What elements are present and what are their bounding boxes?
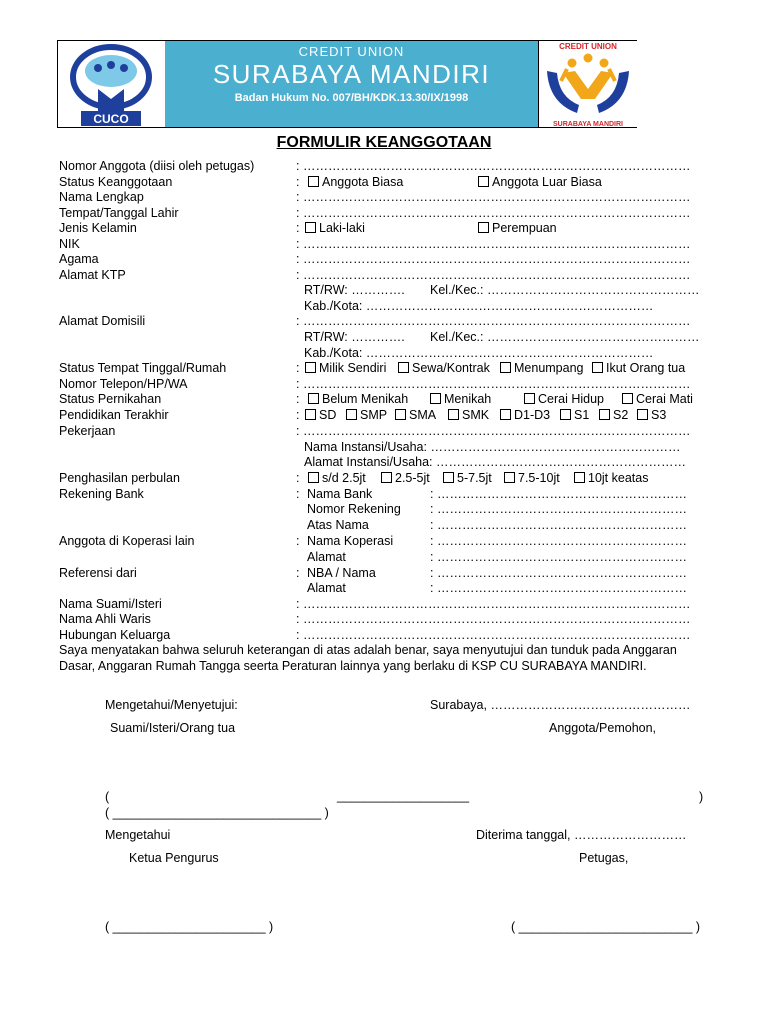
checkbox-icon[interactable]: [305, 222, 316, 233]
label-nama-koperasi: Nama Koperasi: [307, 534, 394, 548]
checkbox-icon[interactable]: [443, 472, 454, 483]
checkbox-icon[interactable]: [478, 176, 489, 187]
colon: :: [296, 408, 300, 422]
label-nomor-rekening: Nomor Rekening: [307, 502, 401, 516]
header-name: SURABAYA MANDIRI: [212, 59, 491, 89]
label-koperasi-lain: Anggota di Koperasi lain: [59, 534, 195, 548]
option-penghasilan-2[interactable]: 2.5-5jt: [381, 471, 430, 486]
option-anggota-biasa[interactable]: Anggota Biasa: [308, 175, 403, 190]
field-agama[interactable]: : …………………………………………………………………………………: [296, 252, 691, 266]
checkbox-icon[interactable]: [560, 409, 571, 420]
right-logo-top-text: CREDIT UNION: [559, 42, 617, 51]
field-nba-nama[interactable]: : ……………………………………………………: [430, 566, 687, 580]
signature-line-petugas[interactable]: ( _________________________ ): [511, 920, 701, 934]
field-nomor-anggota[interactable]: : …………………………………………………………………………………: [296, 159, 691, 173]
field-atas-nama[interactable]: : ……………………………………………………: [430, 518, 687, 532]
field-pekerjaan[interactable]: : …………………………………………………………………………………: [296, 424, 691, 438]
option-sewa-kontrak[interactable]: Sewa/Kontrak: [398, 361, 490, 376]
field-domisili-rtrw[interactable]: RT/RW: ………….: [304, 330, 405, 344]
label-ahli-waris: Nama Ahli Waris: [59, 612, 151, 626]
field-alamat-referensi[interactable]: : ……………………………………………………: [430, 581, 687, 595]
label-nama-lengkap: Nama Lengkap: [59, 190, 144, 204]
form-title: FORMULIR KEANGGOTAAN: [276, 134, 492, 151]
label-nik: NIK: [59, 237, 80, 251]
statement-line-1: Saya menyatakan bahwa seluruh keterangan di atas adalah benar, saya menyutujui dan tunduk pada Anggaran: [59, 643, 677, 657]
option-laki-laki[interactable]: Laki-laki: [305, 221, 365, 236]
field-ttl[interactable]: : …………………………………………………………………………………: [296, 206, 691, 220]
label-alamat-koperasi: Alamat: [307, 550, 346, 564]
signature-open-paren: (: [105, 790, 110, 804]
option-penghasilan-4[interactable]: 7.5-10jt: [504, 471, 560, 486]
colon: :: [296, 471, 300, 485]
field-domisili-kabkota[interactable]: Kab./Kota: ……………………………………………………………: [304, 346, 654, 360]
colon: :: [296, 221, 300, 235]
checkbox-icon[interactable]: [500, 409, 511, 420]
checkbox-icon[interactable]: [524, 393, 535, 404]
field-domisili-kelkec[interactable]: Kel./Kec.: ……………………………………………: [430, 330, 700, 344]
statement-line-2: Dasar, Anggaran Rumah Tangga seerta Peraturan lainnya yang berlaku di KSP CU SURABAYA MANDIRI.: [59, 659, 647, 673]
option-cerai-mati[interactable]: Cerai Mati: [622, 392, 693, 407]
colon: :: [296, 175, 300, 189]
checkbox-icon[interactable]: [308, 472, 319, 483]
colon: :: [296, 566, 300, 580]
label-penghasilan: Penghasilan perbulan: [59, 471, 180, 485]
field-alamat-domisili[interactable]: : …………………………………………………………………………………: [296, 314, 691, 328]
field-alamat-ktp[interactable]: : …………………………………………………………………………………: [296, 268, 691, 282]
field-nama-bank[interactable]: : ……………………………………………………: [430, 487, 687, 501]
signature-line-applicant[interactable]: ___________________: [337, 789, 470, 803]
label-jenis-kelamin: Jenis Kelamin: [59, 221, 137, 235]
option-smk[interactable]: SMK: [448, 408, 489, 423]
colon: :: [296, 361, 300, 375]
field-nama-instansi[interactable]: Nama Instansi/Usaha: ……………………………………………………: [304, 440, 681, 454]
colon: :: [296, 392, 300, 406]
checkbox-icon[interactable]: [622, 393, 633, 404]
label-ttl: Tempat/Tanggal Lahir: [59, 206, 179, 220]
option-sd[interactable]: SD: [305, 408, 336, 423]
option-d1d3[interactable]: D1-D3: [500, 408, 550, 423]
label-pendidikan: Pendidikan Terakhir: [59, 408, 169, 422]
option-anggota-luar-biasa[interactable]: Anggota Luar Biasa: [478, 175, 602, 190]
colon: :: [296, 534, 300, 548]
label-telepon: Nomor Telepon/HP/WA: [59, 377, 188, 391]
field-hubungan[interactable]: : …………………………………………………………………………………: [296, 628, 691, 642]
right-logo-bottom-text: SURABAYA MANDIRI: [552, 121, 623, 128]
field-ktp-kelkec[interactable]: Kel./Kec.: ……………………………………………: [430, 283, 700, 297]
field-nama-koperasi[interactable]: : ……………………………………………………: [430, 534, 687, 548]
label-nama-bank: Nama Bank: [307, 487, 373, 501]
option-s3[interactable]: S3: [637, 408, 666, 423]
label-suami-isteri: Nama Suami/Isteri: [59, 597, 162, 611]
cuco-logo-text: CUCO: [93, 112, 129, 126]
label-status-pernikahan: Status Pernikahan: [59, 392, 162, 406]
field-alamat-koperasi[interactable]: : ……………………………………………………: [430, 550, 687, 564]
checkbox-icon[interactable]: [500, 362, 511, 373]
cuco-logo: [58, 41, 166, 127]
field-nik[interactable]: : …………………………………………………………………………………: [296, 237, 691, 251]
option-perempuan[interactable]: Perempuan: [478, 221, 557, 236]
field-ktp-rtrw[interactable]: RT/RW: ………….: [304, 283, 405, 297]
letterhead: [57, 40, 637, 128]
option-penghasilan-3[interactable]: 5-7.5jt: [443, 471, 492, 486]
label-referensi: Referensi dari: [59, 566, 137, 580]
signature-line-guardian[interactable]: ( ______________________________ ): [105, 806, 329, 820]
option-menumpang[interactable]: Menumpang: [500, 361, 584, 376]
checkbox-icon[interactable]: [395, 409, 406, 420]
option-penghasilan-1[interactable]: s/d 2.5jt: [308, 471, 366, 486]
checkbox-icon[interactable]: [308, 393, 319, 404]
field-suami-isteri[interactable]: : …………………………………………………………………………………: [296, 597, 691, 611]
label-rekening-bank: Rekening Bank: [59, 487, 144, 501]
checkbox-icon[interactable]: [599, 409, 610, 420]
checkbox-icon[interactable]: [381, 472, 392, 483]
label-anggota-pemohon: Anggota/Pemohon,: [549, 721, 657, 735]
option-cerai-hidup[interactable]: Cerai Hidup: [524, 392, 604, 407]
header-subtitle: CREDIT UNION: [298, 44, 405, 59]
option-s1[interactable]: S1: [560, 408, 589, 423]
label-alamat-ktp: Alamat KTP: [59, 268, 126, 282]
checkbox-icon[interactable]: [504, 472, 515, 483]
checkbox-icon[interactable]: [398, 362, 409, 373]
label-petugas: Petugas,: [579, 851, 629, 865]
checkbox-icon[interactable]: [637, 409, 648, 420]
label-agama: Agama: [59, 252, 99, 266]
colon: :: [296, 487, 300, 501]
field-telepon[interactable]: : …………………………………………………………………………………: [296, 377, 691, 391]
option-menikah[interactable]: Menikah: [430, 392, 491, 407]
label-status-keanggotaan: Status Keanggotaan: [59, 175, 173, 189]
header-legal-number: Badan Hukum No. 007/BH/KDK.13.30/IX/1998: [234, 92, 469, 104]
option-s2[interactable]: S2: [599, 408, 628, 423]
label-mengetahui: Mengetahui: [105, 828, 171, 842]
option-smp[interactable]: SMP: [346, 408, 387, 423]
label-ketua-pengurus: Ketua Pengurus: [129, 851, 219, 865]
checkbox-icon[interactable]: [448, 409, 459, 420]
label-status-tempat: Status Tempat Tinggal/Rumah: [59, 361, 227, 375]
field-surabaya-date[interactable]: Surabaya, …………………………………………: [430, 698, 691, 712]
label-alamat-domisili: Alamat Domisili: [59, 314, 146, 328]
checkbox-icon[interactable]: [305, 409, 316, 420]
label-suami-ortu: Suami/Isteri/Orang tua: [110, 721, 236, 735]
checkbox-icon[interactable]: [308, 176, 319, 187]
label-alamat-referensi: Alamat: [307, 581, 346, 595]
signature-line-ketua[interactable]: ( ______________________ ): [105, 920, 274, 934]
checkbox-icon[interactable]: [430, 393, 441, 404]
field-alamat-instansi[interactable]: Alamat Instansi/Usaha: ……………………………………………………: [304, 455, 687, 469]
label-atas-nama: Atas Nama: [307, 518, 369, 532]
option-penghasilan-5[interactable]: 10jt keatas: [574, 471, 648, 486]
label-mengetahui-menyetujui: Mengetahui/Menyetujui:: [105, 698, 238, 712]
option-ikut-orang-tua[interactable]: Ikut Orang tua: [592, 361, 685, 376]
signature-close-paren: ): [699, 790, 704, 804]
label-nomor-anggota: Nomor Anggota (diisi oleh petugas): [59, 159, 255, 173]
checkbox-icon[interactable]: [574, 472, 585, 483]
field-nomor-rekening[interactable]: : ……………………………………………………: [430, 502, 687, 516]
label-nba-nama: NBA / Nama: [307, 566, 376, 580]
label-hubungan: Hubungan Keluarga: [59, 628, 171, 642]
checkbox-icon[interactable]: [305, 362, 316, 373]
field-diterima-tanggal[interactable]: Diterima tanggal, ………………………: [476, 828, 687, 842]
checkbox-icon[interactable]: [478, 222, 489, 233]
checkbox-icon[interactable]: [346, 409, 357, 420]
option-milik-sendiri[interactable]: Milik Sendiri: [305, 361, 386, 376]
field-ktp-kabkota[interactable]: Kab./Kota: ……………………………………………………………: [304, 299, 654, 313]
cu-surabaya-logo: [538, 41, 637, 127]
field-ahli-waris[interactable]: : …………………………………………………………………………………: [296, 612, 691, 626]
field-nama-lengkap[interactable]: : …………………………………………………………………………………: [296, 190, 691, 204]
label-pekerjaan: Pekerjaan: [59, 424, 116, 438]
option-sma[interactable]: SMA: [395, 408, 436, 423]
header-banner: [165, 41, 538, 127]
checkbox-icon[interactable]: [592, 362, 603, 373]
option-belum-menikah[interactable]: Belum Menikah: [308, 392, 408, 407]
